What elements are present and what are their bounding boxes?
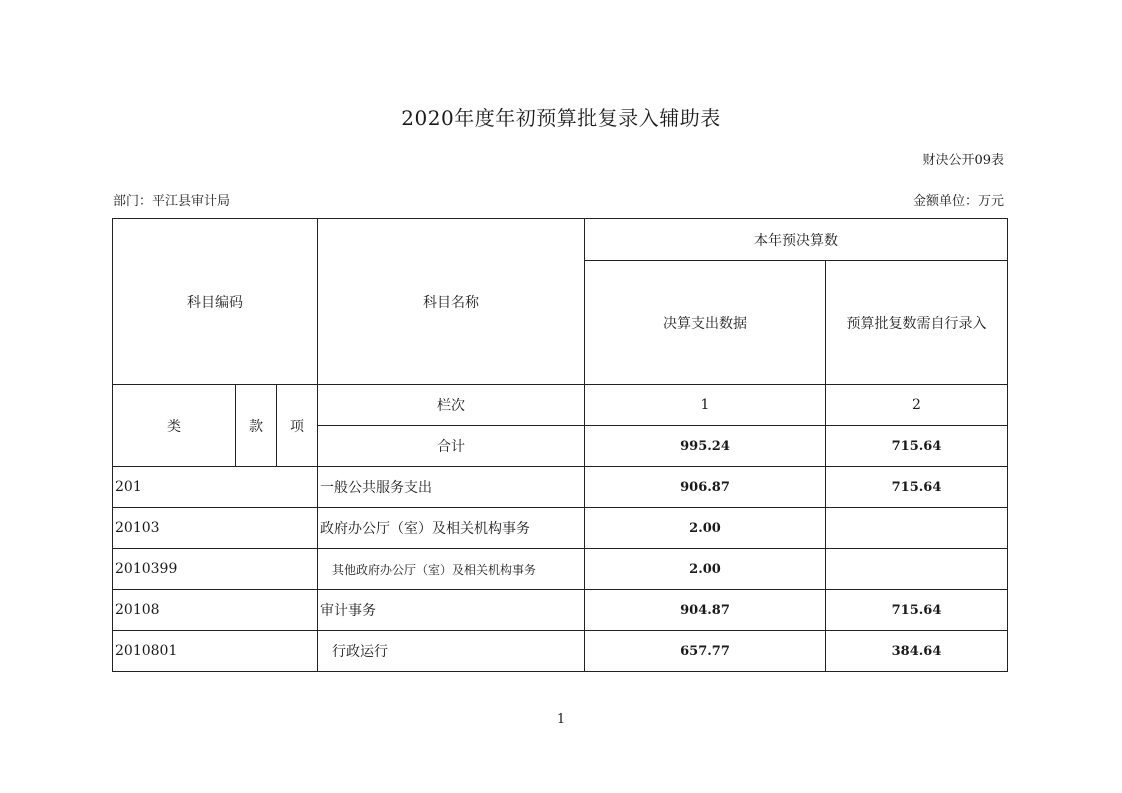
row-value-1: 657.77 — [585, 631, 826, 672]
row-value-1: 2.00 — [585, 549, 826, 590]
header-group: 本年预决算数 — [585, 219, 1008, 261]
total-value-1: 995.24 — [585, 426, 826, 467]
page-title: 2020年度年初预算批复录入辅助表 — [401, 106, 721, 130]
row-value-1: 904.87 — [585, 590, 826, 631]
table-row — [113, 590, 1008, 631]
row-code: 2010399 — [113, 549, 318, 590]
table-row — [113, 467, 1008, 508]
row-value-1: 906.87 — [585, 467, 826, 508]
total-label: 合计 — [318, 426, 585, 467]
row-code: 2010801 — [113, 631, 318, 672]
row-name: 其他政府办公厅（室）及相关机构事务 — [318, 549, 585, 590]
row-value-1: 2.00 — [585, 508, 826, 549]
table-header-row — [113, 219, 1008, 261]
header-col2: 预算批复数需自行录入 — [826, 261, 1008, 385]
table-row — [113, 549, 1008, 590]
page-number: 1 — [556, 712, 566, 727]
form-code: 财决公开09表 — [922, 153, 1004, 168]
row-value-2: 715.64 — [826, 467, 1008, 508]
row-value-2: 715.64 — [826, 590, 1008, 631]
header-xiang: 项 — [277, 385, 318, 467]
header-subject-code: 科目编码 — [113, 219, 318, 385]
row-name: 审计事务 — [318, 590, 585, 631]
lanci-2: 2 — [826, 385, 1008, 426]
lanci-1: 1 — [585, 385, 826, 426]
row-code: 201 — [113, 467, 318, 508]
table-row — [113, 508, 1008, 549]
header-col1: 决算支出数据 — [585, 261, 826, 385]
row-value-2: 384.64 — [826, 631, 1008, 672]
header-kuan: 款 — [236, 385, 277, 467]
row-name: 行政运行 — [318, 631, 585, 672]
row-name: 一般公共服务支出 — [318, 467, 585, 508]
header-lei: 类 — [113, 385, 236, 467]
row-value-2 — [826, 508, 1008, 549]
row-code: 20108 — [113, 590, 318, 631]
department-label: 部门：平江县审计局 — [113, 194, 231, 209]
amount-unit-label: 金额单位：万元 — [912, 194, 1004, 209]
lanci-row — [113, 385, 1008, 426]
total-value-2: 715.64 — [826, 426, 1008, 467]
row-code: 20103 — [113, 508, 318, 549]
row-name: 政府办公厅（室）及相关机构事务 — [318, 508, 585, 549]
row-value-2 — [826, 549, 1008, 590]
header-subject-name: 科目名称 — [318, 219, 585, 385]
budget-table — [112, 218, 1008, 672]
lanci-label: 栏次 — [318, 385, 585, 426]
table-row — [113, 631, 1008, 672]
